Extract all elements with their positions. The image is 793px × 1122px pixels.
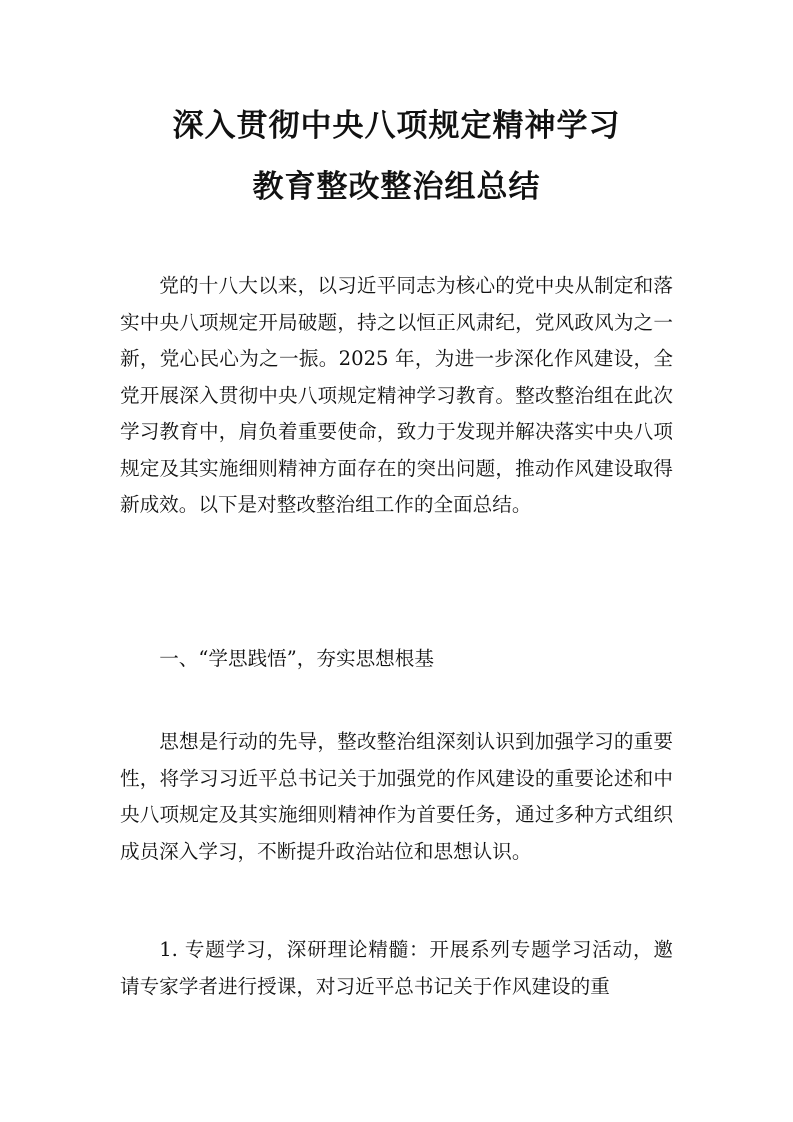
document-title-line-2: 教育整改整治组总结 bbox=[252, 169, 541, 205]
section-1-heading: 一、“学思践悟”，夯实思想根基 bbox=[159, 647, 434, 670]
document-title-line-1: 深入贯彻中央八项规定精神学习 bbox=[172, 108, 621, 144]
item-1-paragraph: 1. 专题学习，深研理论精髓：开展系列专题学习活动，邀请专家学者进行授课，对习近平总书记关于作风建设的重 bbox=[120, 938, 673, 998]
section-1-paragraph: 思想是行动的先导，整改整治组深刻认识到加强学习的重要性，将学习习近平总书记关于加强党的作风建设的重要论述和中央八项规定及其实施细则精神作为首要任务，通过多种方式组织成员深入学习，不断提升政治站位和思想认识。 bbox=[120, 730, 673, 863]
intro-paragraph: 党的十八大以来，以习近平同志为核心的党中央从制定和落实中央八项规定开局破题，持之以恒正风肃纪，党风政风为之一新，党心民心为之一振。2025 年，为进一步深化作风建设，全党开展深入贯彻中央八项规定精神学习教育。整改整治组在此次学习教育中，肩负着重要使命，致力于发现并解决落实中央八项规定及其实施细则精神方面存在的突出问题，推动作风建设取得新成效。以下是对整改整治组工作的全面总结。 bbox=[120, 274, 673, 516]
